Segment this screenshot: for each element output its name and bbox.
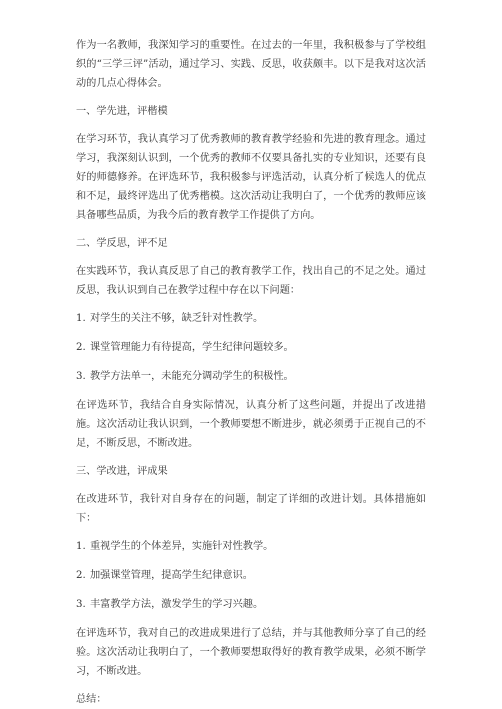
list-number: 3. [76,371,86,382]
list-text: 对学生的关注不够，缺乏针对性教学。 [90,313,264,324]
section-2-heading: 二、学反思，评不足 [76,238,168,249]
section-1-heading: 一、学先进，评楷模 [76,106,168,117]
list-item [76,367,426,386]
summary-label: 总结： [76,694,107,705]
section-3-after-paragraph: 在评选环节，我对自己的改进成果进行了总结，并与其他教师分享了自己的经验。这次活动让我明白了，一个教师要想取得好的教育教学成果，必须不断学习，不断改进。 [76,628,426,677]
list-item [76,595,426,614]
list-item [76,309,426,328]
list-text: 丰富教学方法，激发学生的学习兴趣。 [90,599,264,610]
list-text: 加强课堂管理，提高学生纪律意识。 [90,570,253,581]
list-item [76,338,426,357]
list-text: 课堂管理能力有待提高，学生纪律问题较多。 [90,342,294,353]
list-item [76,537,426,556]
section-2-after-paragraph: 在评选环节，我结合自身实际情况，认真分析了这些问题，并提出了改进措施。这次活动让我认识到，一个教师要想不断进步，就必须勇于正视自己的不足，不断反思，不断改进。 [76,400,426,449]
intro-paragraph: 作为一名教师，我深知学习的重要性。在过去的一年里，我积极参与了学校组织的“三学三评”活动，通过学习、实践、反思，收获颇丰。以下是我对这次活动的几点心得体会。 [76,40,426,89]
list-number: 2. [76,342,86,353]
list-number: 1. [76,541,86,552]
section-2-paragraph: 在实践环节，我认真反思了自己的教育教学工作，找出自己的不足之处。通过反思，我认识到自己在教学过程中存在以下问题： [76,266,426,296]
section-1-paragraph: 在学习环节，我认真学习了优秀教师的教育教学经验和先进的教育理念。通过学习，我深刻认识到，一个优秀的教师不仅要具备扎实的专业知识，还要有良好的师德修养。在评选环节，我积极参与评选活动，认真分析了候选人的优点和不足，最终评选出了优秀楷模。这次活动让我明白了，一个优秀的教师应该具备哪些品质，为我今后的教育教学工作提供了方向。 [76,134,426,221]
list-number: 3. [76,599,86,610]
list-number: 2. [76,570,86,581]
list-text: 重视学生的个体差异，实施针对性教学。 [90,541,274,552]
list-text: 教学方法单一，未能充分调动学生的积极性。 [90,371,294,382]
section-3-heading: 三、学改进，评成果 [76,466,168,477]
list-number: 1. [76,313,86,324]
list-item [76,566,426,585]
section-3-paragraph: 在改进环节，我针对自身存在的问题，制定了详细的改进计划。具体措施如下： [76,494,426,524]
